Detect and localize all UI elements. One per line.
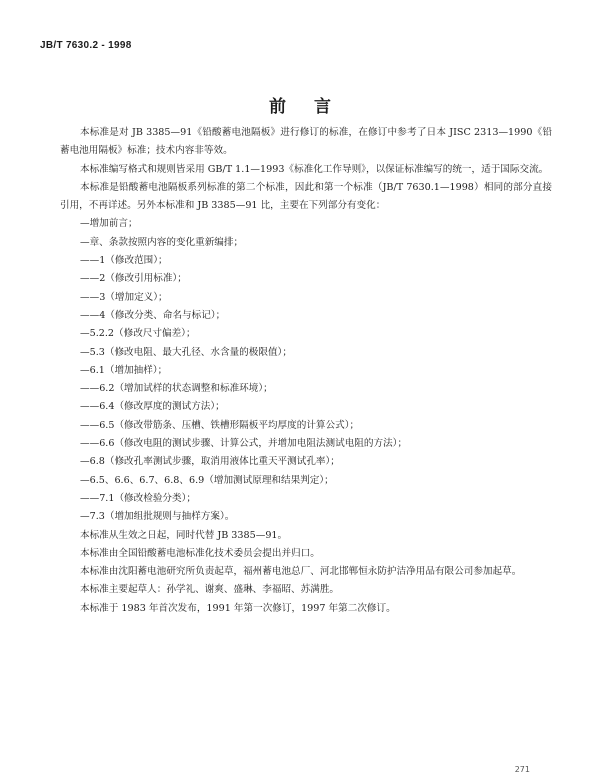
list-item: ——7.1（修改检验分类）；	[80, 492, 196, 504]
title-char-1: 前	[269, 97, 286, 117]
list-item: ——1（修改范围）；	[80, 255, 168, 267]
page-number: 271	[514, 765, 530, 774]
page-title	[0, 92, 600, 117]
list-item: —6.8（修改孔率测试步骤，取消用液体比重天平测试孔率）；	[80, 456, 340, 468]
list-item: ——3（增加定义）；	[80, 291, 168, 303]
paragraph-revision-basis: 本标准是对 JB 3385—91《铅酸蓄电池隔板》进行修订的标准，在修订中参考了日本 JISC 2313—1990《铅蓄电池用隔板》标准；技术内容非等效。	[60, 127, 552, 157]
paragraph-drafters: 本标准主要起草人：孙学礼、谢爽、盛琳、李福昭、苏满胜。	[80, 584, 340, 596]
paragraph-drafted-by: 本标准由沈阳蓄电池研究所负责起草，福州蓄电池总厂、河北邯郸恒永防护洁净用品有限公司参加起草。	[80, 566, 522, 578]
list-item: —6.5、6.6、6.7、6.8、6.9（增加测试原理和结果判定）；	[80, 474, 334, 486]
list-item: ——6.2（增加试样的状态调整和标准环境）；	[80, 383, 273, 395]
paragraph-history: 本标准于 1983 年首次发布，1991 年第一次修订，1997 年第二次修订。	[80, 602, 396, 614]
list-item: ——6.6（修改电阻的测试步骤、计算公式，并增加电阻法测试电阻的方法）；	[80, 438, 408, 450]
standard-code: JB/T 7630.2 - 1998	[40, 40, 132, 51]
list-item: ——4（修改分类、命名与标记）；	[80, 309, 226, 321]
list-item: —7.3（增加组批规则与抽样方案）。	[80, 511, 235, 523]
list-item: ——6.5（修改带筋条、压槽、铁槽形隔板平均厚度的计算公式）；	[80, 419, 360, 431]
paragraph-supersedes: 本标准从生效之日起，同时代替 JB 3385—91。	[80, 529, 288, 541]
list-item: —5.3（修改电阻、最大孔径、水含量的极限值）；	[80, 346, 292, 358]
paragraph-proposed-by: 本标准由全国铅酸蓄电池标准化技术委员会提出并归口。	[80, 547, 320, 559]
list-item: ——6.4（修改厚度的测试方法）；	[80, 401, 225, 413]
list-item: —5.2.2（修改尺寸偏差）；	[80, 328, 196, 340]
list-item: —增加前言；	[80, 218, 138, 230]
title-char-2: 言	[314, 97, 331, 117]
list-item: —章、条款按照内容的变化重新编排；	[80, 236, 244, 248]
list-item: —6.1（增加抽样）；	[80, 364, 168, 376]
paragraph-series-info: 本标准是铅酸蓄电池隔板系列标准的第二个标准，因此和第一个标准（JB/T 7630.1—1998）相同的部分直接引用，不再详述。另外本标准和 JB 3385—91 比，主要在下列部分有变化：	[60, 181, 552, 212]
document-body	[60, 124, 552, 618]
change-list	[60, 215, 552, 526]
list-item: ——2（修改引用标准）；	[80, 273, 187, 285]
paragraph-format-rules: 本标准编写格式和规则皆采用 GB/T 1.1—1993《标准化工作导则》，以保证标准编写的统一，适于国际交流。	[80, 163, 549, 175]
